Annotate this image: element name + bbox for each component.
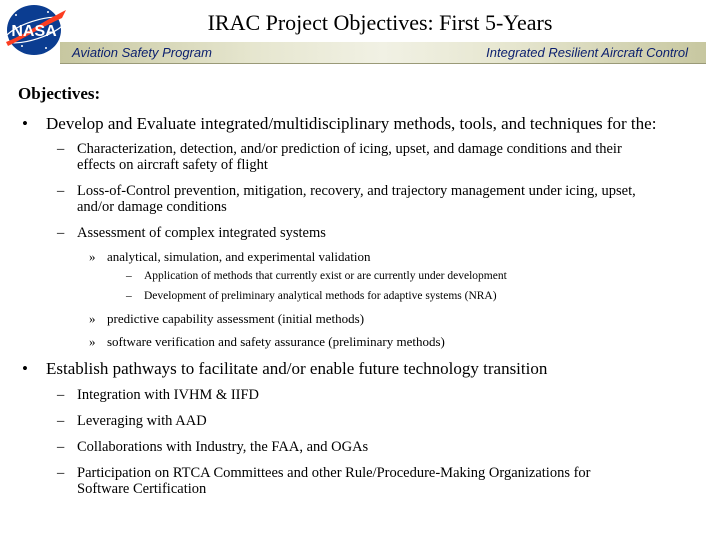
program-band: [60, 42, 706, 64]
sub-2-4-line1: Participation on RTCA Committees and other Rule/Procedure-Making Organizations for: [77, 465, 591, 481]
dash-marker: –: [57, 183, 65, 199]
subsub-2: predictive capability assessment (initial methods): [107, 311, 365, 326]
bullet-1-text: Develop and Evaluate integrated/multidisciplinary methods, tools, and techniques for the:: [46, 114, 657, 133]
chevron-marker: »: [89, 334, 96, 349]
sub-2-3: Collaborations with Industry, the FAA, and OGAs: [77, 439, 369, 455]
sub-1-2-line1: Loss-of-Control prevention, mitigation, recovery, and trajectory management under icing, upset,: [77, 183, 636, 199]
dash-marker: –: [57, 225, 65, 241]
program-name: Aviation Safety Program: [72, 45, 212, 60]
sub-1-3-line1: Assessment of complex integrated systems: [77, 225, 326, 241]
bullet-marker: •: [22, 359, 28, 378]
page-title: IRAC Project Objectives: First 5-Years: [207, 10, 553, 35]
dash-marker: –: [57, 413, 65, 429]
dash-marker: –: [57, 387, 65, 403]
nasa-logo-text: NASA: [11, 23, 57, 40]
item-2: Development of preliminary analytical methods for adaptive systems (NRA): [144, 290, 497, 302]
sub-2-1: Integration with IVHM & IIFD: [77, 387, 260, 403]
sub-1-2-line2: and/or damage conditions: [77, 199, 227, 215]
sub-1-1-line2: effects on aircraft safety of flight: [77, 157, 268, 173]
chevron-marker: »: [89, 249, 96, 264]
subsub-1: analytical, simulation, and experimental validation: [107, 249, 371, 264]
item-1: Application of methods that currently exist or are currently under development: [144, 270, 507, 282]
chevron-marker: »: [89, 311, 96, 326]
dash-marker: –: [57, 465, 65, 481]
bullet-2-text: Establish pathways to facilitate and/or enable future technology transition: [46, 359, 548, 378]
dash-marker: –: [126, 270, 132, 282]
sub-2-2: Leveraging with AAD: [77, 413, 207, 429]
sub-2-4-line2: Software Certification: [77, 481, 207, 497]
dash-marker: –: [57, 439, 65, 455]
project-name: Integrated Resilient Aircraft Control: [486, 45, 688, 60]
subsub-3: software verification and safety assurance (preliminary methods): [107, 334, 445, 349]
objectives-heading: Objectives:: [18, 84, 101, 103]
bullet-marker: •: [22, 114, 28, 133]
dash-marker: –: [57, 141, 65, 157]
sub-1-1-line1: Characterization, detection, and/or prediction of icing, upset, and damage conditions and their: [77, 141, 622, 157]
dash-marker: –: [126, 290, 132, 302]
